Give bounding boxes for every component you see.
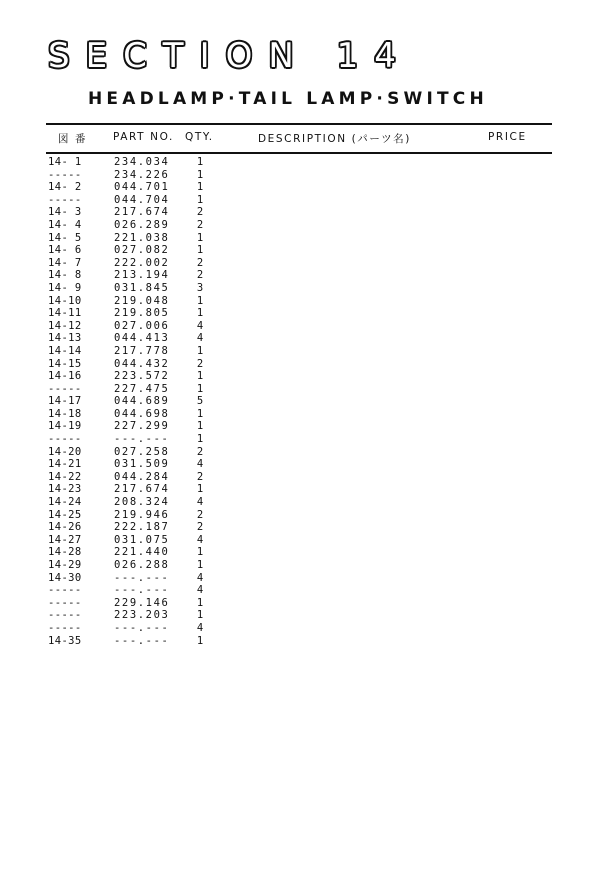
part-number: 213.194 (114, 269, 170, 282)
part-qty: 1 (196, 559, 204, 571)
part-ref: 14-22 (48, 470, 82, 483)
part-number: 031.845 (114, 281, 170, 294)
part-number: 217.778 (114, 344, 170, 357)
part-ref: 14-10 (48, 294, 82, 307)
part-qty: 1 (196, 634, 204, 647)
part-number: 026.289 (114, 218, 170, 231)
part-number: ---.--- (114, 584, 170, 597)
table-row (0, 635, 600, 648)
table-row (0, 219, 600, 232)
part-qty: 5 (196, 395, 204, 408)
part-qty: 4 (196, 533, 204, 546)
part-ref: 14- 2 (48, 181, 82, 194)
part-ref: 14- 9 (48, 281, 82, 294)
table-row (0, 358, 600, 371)
part-qty: 1 (196, 193, 204, 206)
part-ref: ----- (48, 433, 82, 446)
table-row (0, 471, 600, 484)
part-qty: 4 (196, 319, 204, 332)
part-number: 027.006 (114, 319, 170, 332)
part-qty: 1 (196, 382, 204, 395)
part-number: 031.509 (114, 458, 170, 471)
part-qty: 1 (196, 231, 204, 244)
part-number: 208.324 (114, 496, 170, 509)
part-number: 044.413 (114, 332, 170, 345)
table-row (0, 307, 600, 320)
part-number: ---.--- (114, 571, 170, 584)
part-ref: 14-35 (48, 634, 82, 647)
part-ref: 14-17 (48, 395, 82, 408)
part-qty: 2 (196, 357, 204, 370)
part-qty: 1 (196, 596, 204, 609)
part-qty: 4 (196, 458, 204, 471)
part-number: 044.689 (114, 395, 170, 408)
part-ref: ----- (48, 584, 82, 597)
table-row (0, 282, 600, 295)
part-ref: 14-18 (48, 407, 82, 420)
part-qty: 2 (196, 508, 204, 521)
part-number: 223.203 (114, 609, 170, 622)
header-description: DESCRIPTION (パーツ名) (258, 133, 411, 145)
part-number: 221.038 (114, 231, 170, 244)
table-row (0, 269, 600, 282)
part-ref: ----- (48, 168, 82, 181)
part-ref: 14-15 (48, 357, 82, 370)
part-qty: 2 (196, 445, 204, 458)
part-number: 229.146 (114, 596, 170, 609)
part-qty: 1 (196, 483, 204, 496)
part-qty: 1 (196, 407, 204, 420)
part-number: 221.440 (114, 546, 170, 559)
table-row (0, 383, 600, 396)
part-number: 026.288 (114, 559, 170, 571)
table-row (0, 332, 600, 345)
part-ref: 14- 5 (48, 231, 82, 244)
table-row (0, 559, 600, 572)
header-part-no: PART NO. (113, 131, 174, 143)
table-row (0, 496, 600, 509)
part-qty: 1 (196, 370, 204, 383)
table-row (0, 320, 600, 333)
table-row (0, 244, 600, 257)
part-qty: 1 (196, 609, 204, 622)
part-number: 031.075 (114, 533, 170, 546)
part-number: ---.--- (114, 634, 170, 647)
table-row (0, 446, 600, 459)
part-qty: 2 (196, 256, 204, 269)
part-number: 227.475 (114, 382, 170, 395)
part-qty: 1 (196, 156, 204, 168)
part-ref: 14- 8 (48, 269, 82, 282)
part-number: 222.187 (114, 521, 170, 534)
table-row (0, 420, 600, 433)
part-qty: 1 (196, 546, 204, 559)
part-number: 219.805 (114, 307, 170, 320)
header-bottom-rule (46, 152, 552, 154)
part-ref: 14-26 (48, 521, 82, 534)
part-number: 044.432 (114, 357, 170, 370)
parts-table (0, 156, 600, 647)
table-row (0, 169, 600, 182)
part-qty: 2 (196, 521, 204, 534)
part-number: 044.701 (114, 181, 170, 194)
part-number: 027.082 (114, 244, 170, 257)
part-ref: ----- (48, 609, 82, 622)
table-row (0, 509, 600, 522)
part-number: 217.674 (114, 483, 170, 496)
table-row (0, 257, 600, 270)
table-row (0, 408, 600, 421)
table-row (0, 206, 600, 219)
part-qty: 4 (196, 571, 204, 584)
part-qty: 1 (196, 433, 204, 446)
part-ref: 14-12 (48, 319, 82, 332)
part-qty: 1 (196, 168, 204, 181)
part-number: 222.002 (114, 256, 170, 269)
part-ref: ----- (48, 596, 82, 609)
table-row (0, 597, 600, 610)
part-number: 227.299 (114, 420, 170, 433)
part-qty: 4 (196, 496, 204, 509)
table-row (0, 156, 600, 169)
part-ref: 14-20 (48, 445, 82, 458)
table-row (0, 584, 600, 597)
part-ref: 14- 6 (48, 244, 82, 257)
part-ref: 14-28 (48, 546, 82, 559)
part-qty: 2 (196, 269, 204, 282)
table-row (0, 194, 600, 207)
part-ref: 14-29 (48, 559, 82, 571)
part-number: 223.572 (114, 370, 170, 383)
part-qty: 2 (196, 470, 204, 483)
part-ref: 14-21 (48, 458, 82, 471)
table-row (0, 609, 600, 622)
part-ref: 14-27 (48, 533, 82, 546)
part-ref: 14-19 (48, 420, 82, 433)
part-qty: 1 (196, 244, 204, 257)
table-row (0, 458, 600, 471)
table-row (0, 232, 600, 245)
part-ref: 14- 7 (48, 256, 82, 269)
part-ref: 14- 4 (48, 218, 82, 231)
part-number: ---.--- (114, 433, 170, 446)
part-ref: 14- 3 (48, 206, 82, 219)
table-row (0, 433, 600, 446)
part-ref: 14-16 (48, 370, 82, 383)
table-row (0, 521, 600, 534)
part-number: 217.674 (114, 206, 170, 219)
section-subtitle: HEADLAMP·TAIL LAMP·SWITCH (88, 89, 488, 109)
part-number: 219.048 (114, 294, 170, 307)
part-ref: ----- (48, 193, 82, 206)
header-top-rule (46, 123, 552, 125)
part-ref: ----- (48, 621, 82, 634)
table-row (0, 295, 600, 308)
part-number: 044.698 (114, 407, 170, 420)
table-row (0, 181, 600, 194)
table-row (0, 622, 600, 635)
table-row (0, 534, 600, 547)
table-row (0, 572, 600, 585)
part-ref: 14-25 (48, 508, 82, 521)
part-number: 027.258 (114, 445, 170, 458)
part-ref: 14-24 (48, 496, 82, 509)
part-ref: 14-11 (48, 307, 82, 320)
table-row (0, 370, 600, 383)
part-qty: 2 (196, 206, 204, 219)
part-number: 219.946 (114, 508, 170, 521)
part-qty: 1 (196, 294, 204, 307)
part-number: 044.284 (114, 470, 170, 483)
part-ref: ----- (48, 382, 82, 395)
part-qty: 1 (196, 307, 204, 320)
part-ref: 14- 1 (48, 156, 82, 168)
part-qty: 1 (196, 181, 204, 194)
part-qty: 4 (196, 332, 204, 345)
table-row (0, 483, 600, 496)
part-qty: 1 (196, 420, 204, 433)
part-ref: 14-30 (48, 571, 82, 584)
part-qty: 4 (196, 621, 204, 634)
header-price: PRICE (488, 131, 527, 143)
part-qty: 1 (196, 344, 204, 357)
part-qty: 3 (196, 281, 204, 294)
part-number: 234.034 (114, 156, 170, 168)
table-row (0, 395, 600, 408)
header-ref: 図 番 (58, 133, 88, 145)
part-number: 234.226 (114, 168, 170, 181)
table-row (0, 546, 600, 559)
part-ref: 14-23 (48, 483, 82, 496)
section-title: SECTION 14 (48, 36, 412, 76)
part-qty: 2 (196, 218, 204, 231)
part-ref: 14-13 (48, 332, 82, 345)
table-header (0, 131, 600, 149)
header-qty: QTY. (185, 131, 214, 143)
part-number: 044.704 (114, 193, 170, 206)
part-number: ---.--- (114, 621, 170, 634)
part-ref: 14-14 (48, 344, 82, 357)
part-qty: 4 (196, 584, 204, 597)
table-row (0, 345, 600, 358)
